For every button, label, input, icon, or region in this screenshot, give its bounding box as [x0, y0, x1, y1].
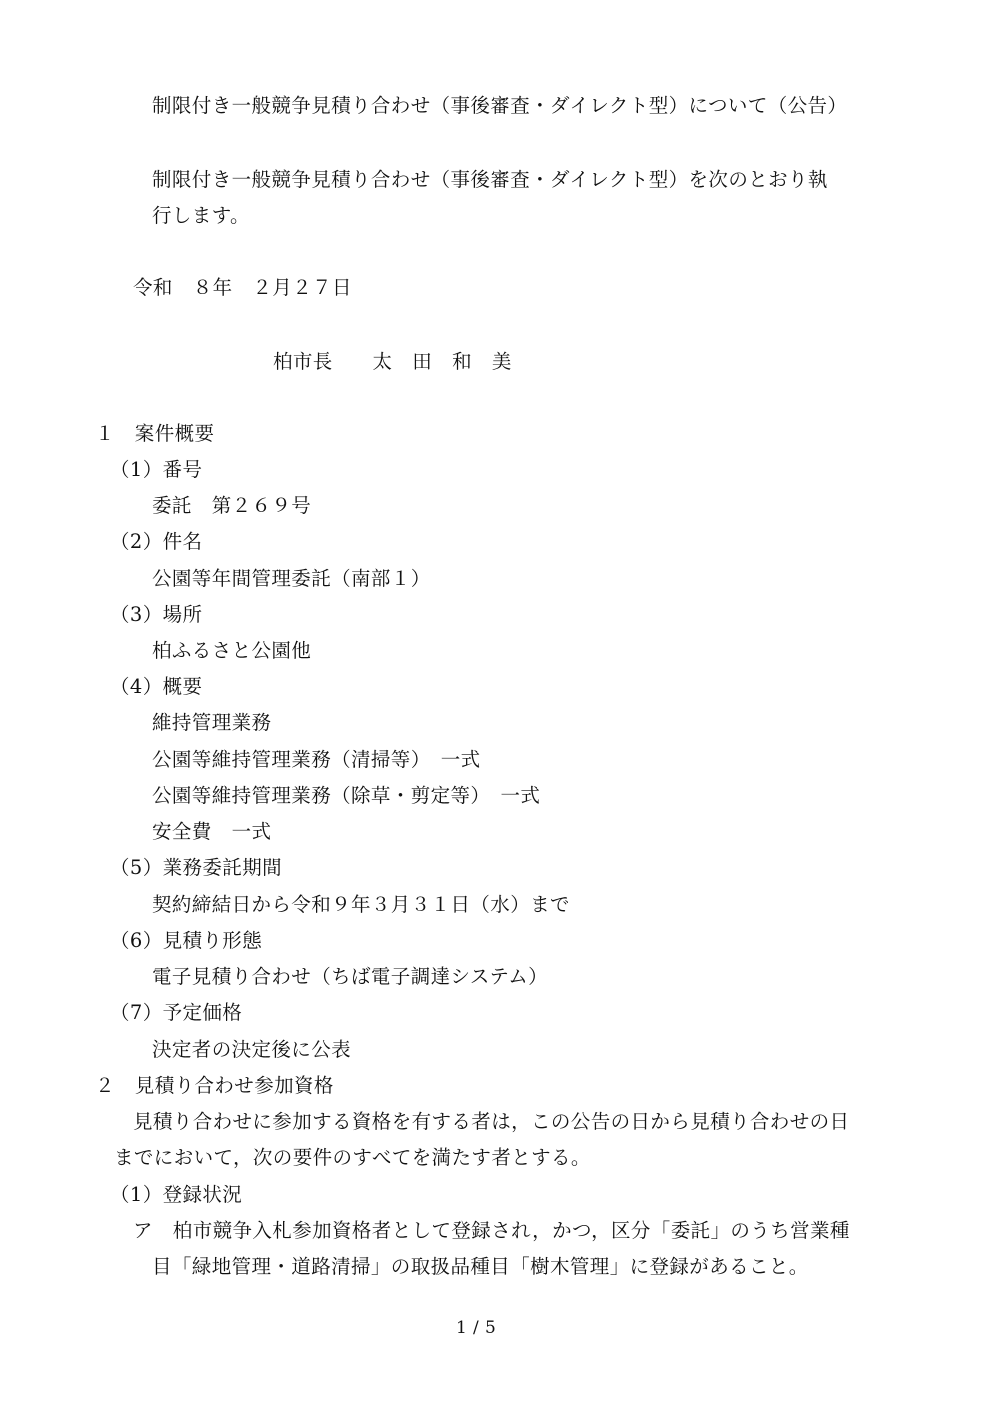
item-6-value: 電子見積り合わせ（ちば電子調達システム） — [152, 965, 549, 988]
item-5-value: 契約締結日から令和９年３月３１日（水）まで — [152, 893, 570, 916]
item-2-value: 公園等年間管理委託（南部１） — [152, 567, 431, 590]
item-4-value: 安全費 一式 — [152, 820, 272, 843]
item-7-label: （7）予定価格 — [110, 1001, 243, 1024]
item-7-value: 決定者の決定後に公表 — [152, 1038, 352, 1061]
item-4-value: 維持管理業務 — [152, 711, 272, 734]
notice-date: 令和 ８年 ２月２７日 — [133, 276, 352, 299]
item-4-label: （4）概要 — [110, 675, 203, 698]
item-4-value: 公園等維持管理業務（清掃等） 一式 — [152, 748, 481, 771]
item-3-label: （3）場所 — [110, 603, 203, 626]
notice-title: 制限付き一般競争見積り合わせ（事後審査・ダイレクト型）について（公告） — [152, 94, 848, 117]
item-4-value: 公園等維持管理業務（除草・剪定等） 一式 — [152, 784, 541, 807]
requirement-a-line-2: 目「緑地管理・道路清掃」の取扱品種目「樹木管理」に登録があること。 — [152, 1255, 809, 1278]
intro-line-2: 行します。 — [152, 204, 250, 227]
item-5-label: （5）業務委託期間 — [110, 856, 283, 879]
intro-line-1: 制限付き一般競争見積り合わせ（事後審査・ダイレクト型）を次のとおり執 — [152, 168, 828, 191]
section-2-paragraph-line-1: 見積り合わせに参加する資格を有する者は，この公告の日から見積り合わせの日 — [133, 1110, 850, 1133]
page-number: 1 / 5 — [456, 1318, 497, 1338]
item-1-label: （1）番号 — [110, 458, 203, 481]
item-6-label: （6）見積り形態 — [110, 929, 263, 952]
item-3-value: 柏ふるさと公園他 — [152, 639, 312, 662]
section-1-heading: １ 案件概要 — [95, 422, 215, 445]
section-2-paragraph-line-2: までにおいて，次の要件のすべてを満たす者とする。 — [114, 1146, 591, 1169]
section-2-item-1-label: （1）登録状況 — [110, 1183, 243, 1206]
item-1-value: 委託 第２６９号 — [152, 494, 312, 517]
section-2-heading: ２ 見積り合わせ参加資格 — [95, 1074, 334, 1097]
requirement-a-line-1: ア 柏市競争入札参加資格者として登録され，かつ，区分「委託」のうち営業種 — [133, 1219, 850, 1242]
issuer-name: 柏市長 太 田 和 美 — [273, 350, 512, 373]
item-2-label: （2）件名 — [110, 530, 203, 553]
